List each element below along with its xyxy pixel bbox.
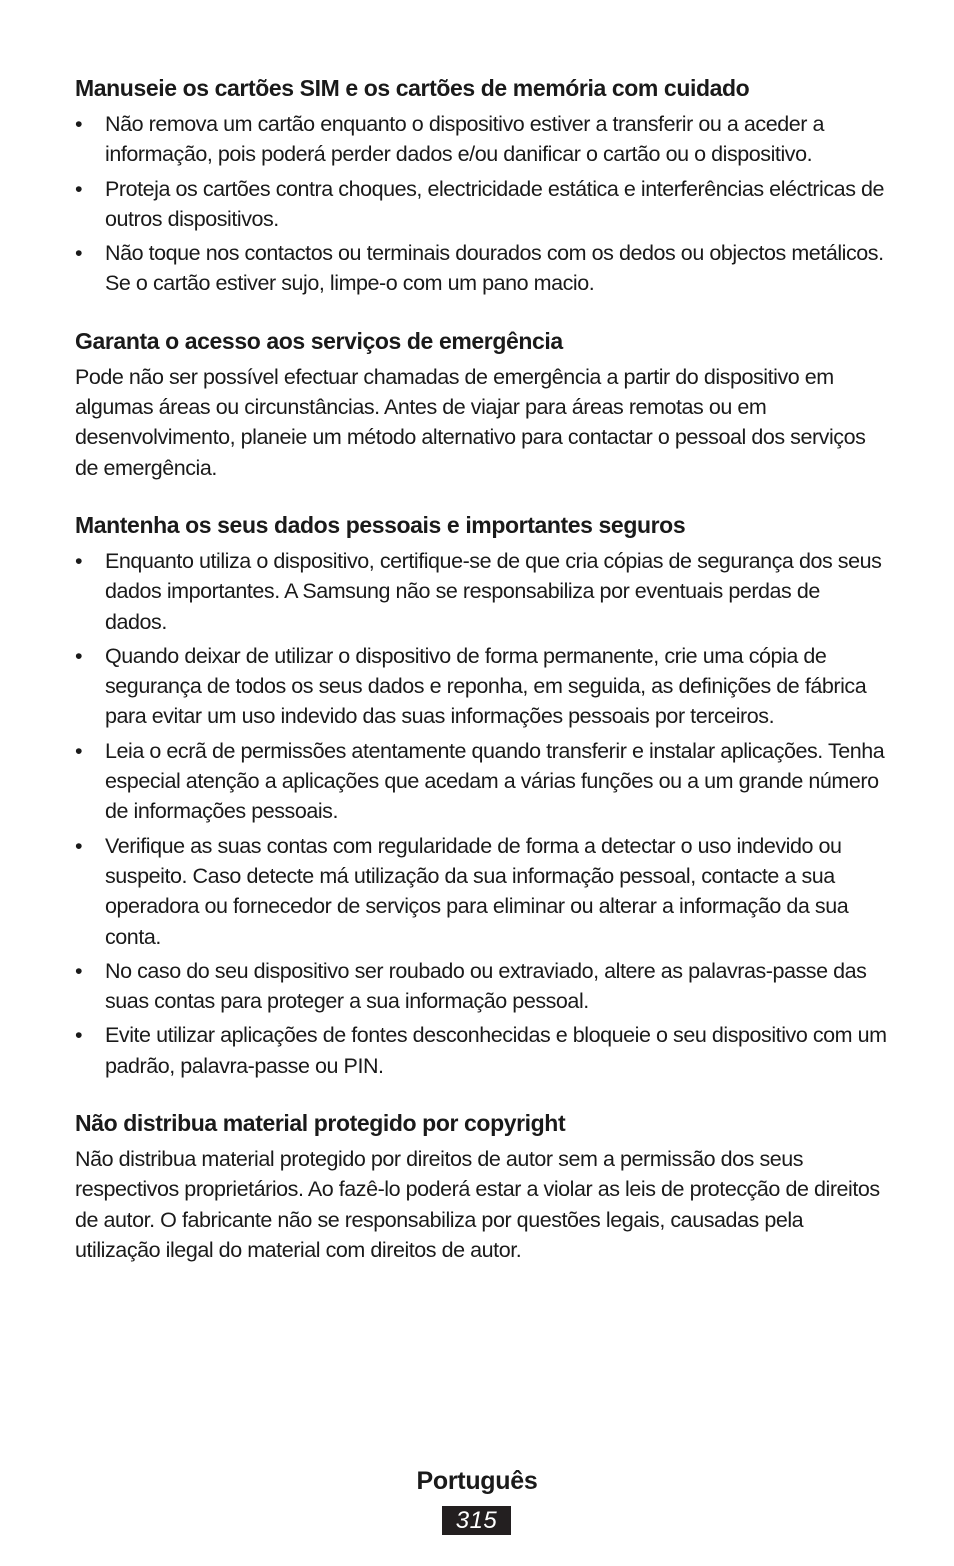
list-item-text: Leia o ecrã de permissões atentamente quando transferir e instalar aplicações. Tenha especial atenção a aplicações que acedam a várias funções ou a um grande número de informações pessoais. [105, 738, 885, 824]
bullet-marker: • [75, 738, 83, 763]
section-paragraph: Não distribua material protegido por direitos de autor sem a permissão dos seus respectivos proprietários. Ao fazê-lo poderá estar a violar as leis de protecção de direitos de autor. O fabricante não se responsabiliza por questões legais, causadas pela utilização ilegal do material com direitos de autor. [75, 1147, 880, 1262]
list-item-text: Não remova um cartão enquanto o dispositivo estiver a transferir ou a aceder a informação, pois poderá perder dados e/ou danificar o cartão ou o dispositivo. [105, 112, 824, 167]
page-number-badge: 315 [442, 1506, 511, 1535]
section-emergency-services [75, 323, 887, 483]
bullet-list [75, 546, 887, 1081]
section-heading: Mantenha os seus dados pessoais e importantes seguros [75, 511, 686, 538]
section-paragraph: Pode não ser possível efectuar chamadas de emergência a partir do dispositivo em algumas áreas ou circunstâncias. Antes de viajar para áreas remotas ou em desenvolvimento, planeie um método alternativo para contactar o pessoal dos serviços de emergência. [75, 364, 866, 480]
list-item-text: No caso do seu dispositivo ser roubado ou extraviado, altere as palavras-passe das suas contas para proteger a sua informação pessoal. [105, 958, 867, 1014]
section-sim-cards [75, 70, 887, 299]
bullet-marker: • [75, 176, 83, 201]
bullet-marker: • [75, 112, 83, 136]
list-item [75, 641, 887, 732]
list-item [75, 736, 887, 827]
bullet-list [75, 109, 887, 299]
list-item [75, 1020, 887, 1081]
list-item-text: Evite utilizar aplicações de fontes desconhecidas e bloqueie o seu dispositivo com um padrão, palavra-passe ou PIN. [105, 1023, 887, 1078]
footer-language-label: Português [416, 1467, 538, 1495]
list-item [75, 546, 887, 637]
bullet-marker: • [75, 241, 83, 266]
list-item [75, 956, 887, 1017]
bullet-marker: • [75, 643, 83, 668]
bullet-marker: • [75, 833, 83, 858]
list-item-text: Enquanto utiliza o dispositivo, certifique-se de que cria cópias de segurança dos seus dados importantes. A Samsung não se responsabiliza por eventuais perdas de dados. [105, 548, 882, 634]
page-content [75, 70, 887, 1265]
list-item-text: Proteja os cartões contra choques, electricidade estática e interferências eléctricas de outros dispositivos. [105, 176, 885, 231]
list-item [75, 831, 887, 952]
list-item [75, 174, 887, 235]
section-copyright [75, 1105, 887, 1265]
bullet-marker: • [75, 1023, 83, 1048]
bullet-marker: • [75, 958, 83, 983]
bullet-marker: • [75, 548, 83, 573]
list-item-text: Verifique as suas contas com regularidade de forma a detectar o uso indevido ou suspeito. Caso detecte má utilização da sua informação pessoal, contacte a sua operadora ou fornecedor de serviços para eliminar ou alterar a informação da sua conta. [105, 833, 849, 949]
section-heading: Não distribua material protegido por copyright [75, 1110, 566, 1137]
section-heading: Manuseie os cartões SIM e os cartões de memória com cuidado [75, 75, 750, 101]
list-item-text: Não toque nos contactos ou terminais dourados com os dedos ou objectos metálicos. Se o cartão estiver sujo, limpe-o com um pano macio. [105, 241, 884, 296]
list-item-text: Quando deixar de utilizar o dispositivo de forma permanente, crie uma cópia de segurança de todos os seus dados e reponha, em seguida, as definições de fábrica para evitar um uso indevido das suas informações pessoais por terceiros. [105, 643, 867, 729]
section-heading: Garanta o acesso aos serviços de emergência [75, 327, 563, 354]
list-item [75, 109, 887, 170]
section-personal-data [75, 507, 887, 1081]
list-item [75, 238, 887, 299]
